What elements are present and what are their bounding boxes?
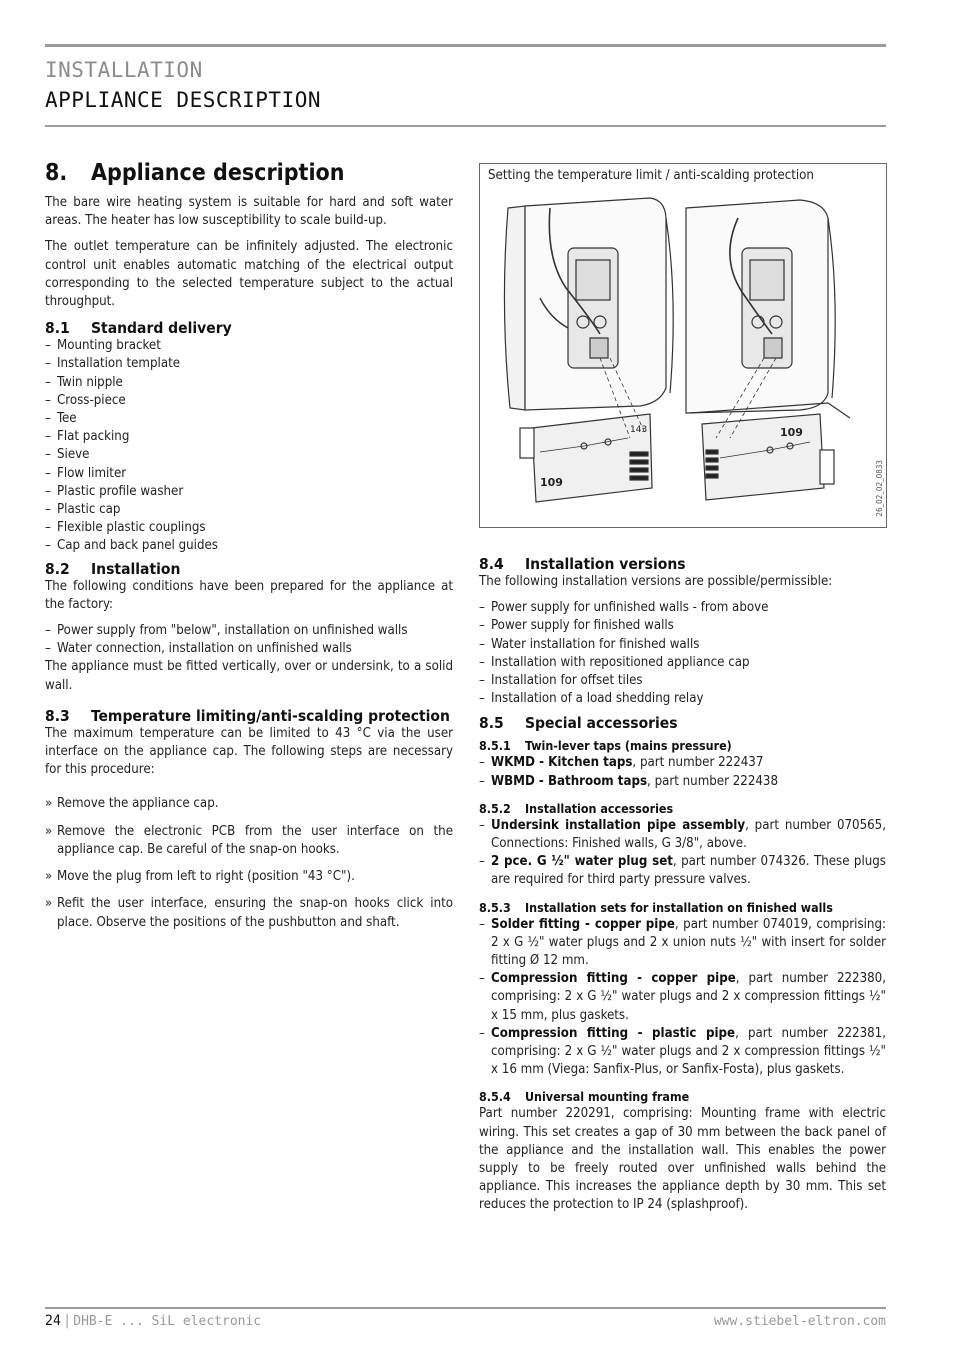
pcb-label-left: 109 <box>540 476 563 489</box>
section-8-4-heading: 8.4 Installation versions <box>479 555 686 573</box>
list-item: – Installation for offset tiles <box>479 672 886 690</box>
list-item: – Flat packing <box>45 428 453 446</box>
list-item: – Installation template <box>45 355 453 373</box>
standard-delivery-list <box>45 337 453 555</box>
figure-caption: Setting the temperature limit / anti-scalding protection <box>488 168 814 183</box>
list-item: – Tee <box>45 410 453 428</box>
footer-rule <box>45 1307 886 1309</box>
list-item: – Flow limiter <box>45 465 453 483</box>
section-8-para-1: The bare wire heating system is suitable for hard and soft water areas. The heater has low susceptibility to scale build-up. <box>45 195 453 229</box>
list-item: – WKMD - Kitchen taps, part number 222437 <box>479 754 886 772</box>
finished-wall-sets-list <box>479 916 886 1080</box>
list-item: – Installation with repositioned appliance cap <box>479 654 886 672</box>
document-title: DHB-E ... SiL electronic <box>73 1314 262 1329</box>
anti-scalding-steps <box>45 795 453 931</box>
section-8-3-heading: 8.3 Temperature limiting/anti-scalding protection <box>45 706 450 725</box>
footer-url[interactable]: www.stiebel-eltron.com <box>713 1314 886 1329</box>
step-item: » Remove the electronic PCB from the user interface on the appliance cap. Be careful of the snap-on hooks. <box>45 823 453 859</box>
list-item: – Installation of a load shedding relay <box>479 690 886 708</box>
list-item: – Compression fitting - copper pipe, part number 222380, comprising: 2 x G ½" water plugs and 2 x compression fittings ½" x 15 mm, plus gaskets. <box>479 970 886 1025</box>
list-item: – Solder fitting - copper pipe, part number 074019, comprising: 2 x G ½" water plugs and 2 x union nuts ½" with insert for solder fitting Ø 12 mm. <box>479 916 886 971</box>
footer-separator: | <box>65 1313 70 1329</box>
list-item: – Twin nipple <box>45 374 453 392</box>
pcb-label-right: 109 <box>780 426 803 439</box>
section-8-heading: 8. Appliance description <box>45 160 345 186</box>
footer-page-info <box>45 1313 261 1329</box>
list-item: – Plastic profile washer <box>45 483 453 501</box>
section-8-3-intro: The maximum temperature can be limited to 43 °C via the user interface on the appliance cap. The following steps are necessary for this procedure: <box>45 725 453 778</box>
section-8-1-heading: 8.1 Standard delivery <box>45 319 232 338</box>
list-item: – Cap and back panel guides <box>45 537 453 555</box>
section-8-5-4-text: Part number 220291, comprising: Mounting frame with electric wiring. This set creates a gap of 30 mm between the back panel of the appliance and the installation wall. This enables the power supply to be freely routed over unfinished walls behind the appliance. This increases the appliance depth by 30 mm. This set reduces the protection to IP 24 (splashproof). <box>479 1106 886 1213</box>
section-8-5-4-heading: 8.5.4 Universal mounting frame <box>479 1089 690 1105</box>
right-column <box>479 547 886 1223</box>
installation-conditions-list <box>45 622 453 658</box>
section-8-2-outro: The appliance must be fitted vertically, over or undersink, to a solid wall. <box>45 659 453 693</box>
list-item: – Compression fitting - plastic pipe, part number 222381, comprising: 2 x G ½" water plugs and 2 x compression fittings ½" x 16 mm (Viega: Sanfix-Plus, or Sanfix-Fosta), plus gaskets. <box>479 1025 886 1080</box>
step-item: » Remove the appliance cap. <box>45 795 453 813</box>
section-8-5-2-heading: 8.5.2 Installation accessories <box>479 800 674 816</box>
figure-code: 26_02_02_0833 <box>875 460 884 517</box>
header-top-rule <box>45 44 886 47</box>
twin-lever-taps-list <box>479 754 886 790</box>
list-item: – Sieve <box>45 446 453 464</box>
step-item: » Refit the user interface, ensuring the snap-on hooks click into place. Observe the positions of the pushbutton and shaft. <box>45 895 453 931</box>
list-item: – WBMD - Bathroom taps, part number 222438 <box>479 773 886 791</box>
list-item: – Power supply for unfinished walls - from above <box>479 599 886 617</box>
installation-versions-list <box>479 599 886 708</box>
list-item: – Mounting bracket <box>45 337 453 355</box>
installation-accessories-list <box>479 817 886 890</box>
step-item: » Move the plug from left to right (position "43 °C"). <box>45 868 453 886</box>
page-number: 24 <box>45 1313 62 1329</box>
section-8-5-heading: 8.5 Special accessories <box>479 714 678 733</box>
list-item: – Undersink installation pipe assembly, part number 070565, Connections: Finished walls, G 3/8", above. <box>479 817 886 853</box>
list-item: – 2 pce. G ½" water plug set, part number 074326. These plugs are required for third party pressure valves. <box>479 853 886 889</box>
list-item: – Power supply from "below", installation on unfinished walls <box>45 622 453 640</box>
header-bottom-rule <box>45 125 886 127</box>
list-item: – Flexible plastic couplings <box>45 519 453 537</box>
header-title: APPLIANCE DESCRIPTION <box>45 88 322 112</box>
section-8-para-2: The outlet temperature can be infinitely adjusted. The electronic control unit enables automatic matching of the electrical output corresponding to the selected temperature subject to the actual throughput. <box>45 239 453 310</box>
figure-temperature-limit <box>479 163 887 528</box>
list-item: – Power supply for finished walls <box>479 617 886 635</box>
section-8-5-3-heading: 8.5.3 Installation sets for installation on finished walls <box>479 899 833 915</box>
section-8-2-intro: The following conditions have been prepared for the appliance at the factory: <box>45 578 453 612</box>
appliance-illustration <box>480 188 886 524</box>
section-8-5-1-heading: 8.5.1 Twin-lever taps (mains pressure) <box>479 738 732 754</box>
header-section: INSTALLATION <box>45 58 203 82</box>
section-8-4-intro: The following installation versions are possible/permissible: <box>479 574 833 589</box>
section-8-2-heading: 8.2 Installation <box>45 559 181 578</box>
left-column <box>45 160 453 941</box>
list-item: – Water installation for finished walls <box>479 636 886 654</box>
list-item: – Plastic cap <box>45 501 453 519</box>
list-item: – Water connection, installation on unfinished walls <box>45 640 453 658</box>
pcb-label-left-small: 143 <box>630 425 648 435</box>
list-item: – Cross-piece <box>45 392 453 410</box>
